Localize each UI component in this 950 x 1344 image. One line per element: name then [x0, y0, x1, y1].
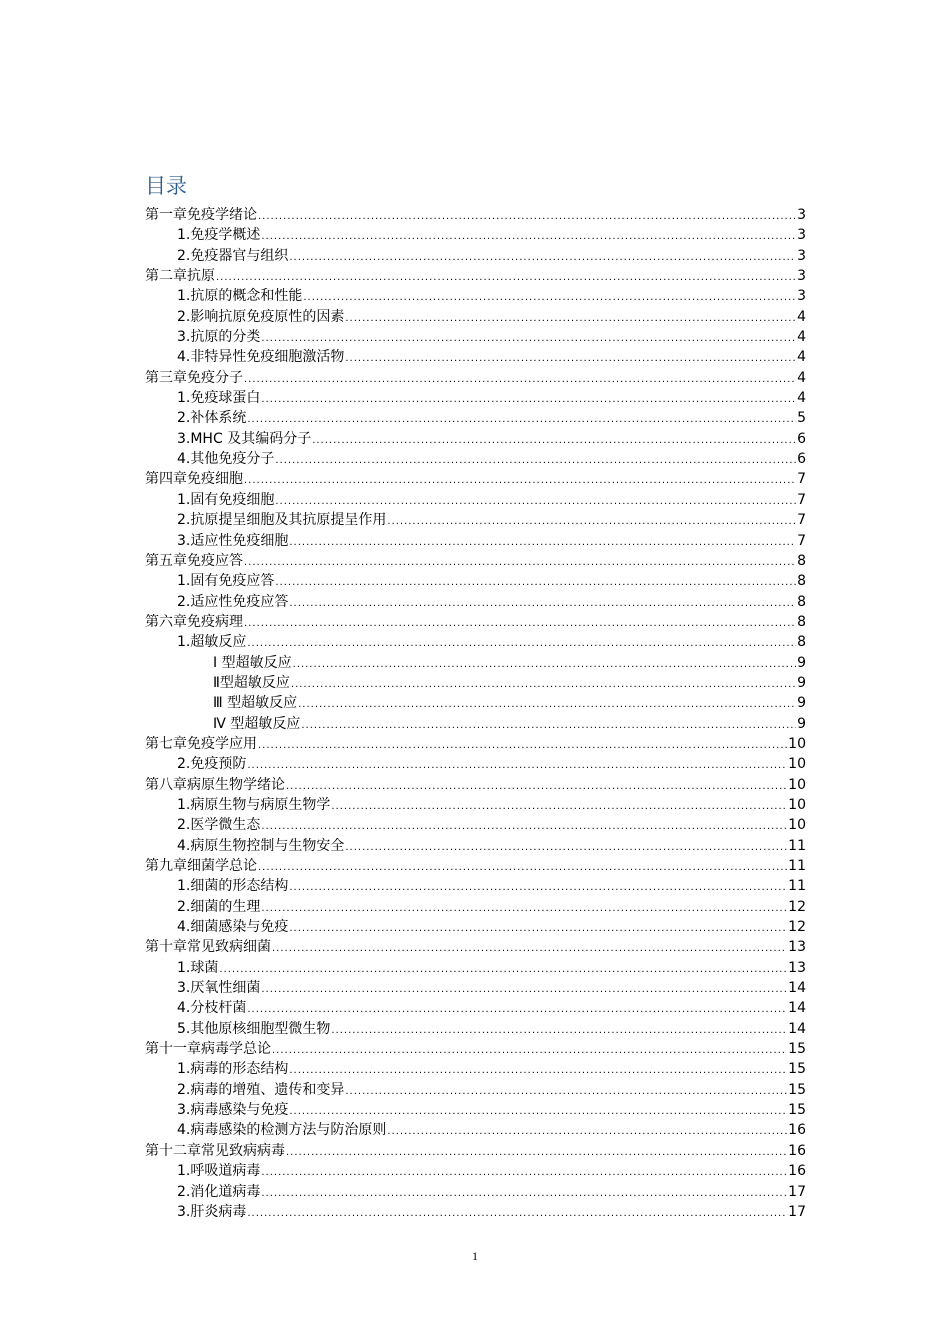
toc-dot-leader: [331, 797, 787, 817]
toc-section-entry[interactable]: [145, 510, 806, 530]
toc-entry-page: 3: [797, 288, 806, 305]
toc-entry-text: Ⅱ型超敏反应: [213, 674, 290, 691]
toc-dot-leader: [247, 634, 796, 654]
toc-section-entry[interactable]: [145, 1080, 806, 1100]
toc-entry-page: 14: [788, 980, 806, 997]
toc-section-entry[interactable]: [145, 632, 806, 652]
toc-entry-text: 第十一章病毒学总论: [145, 1041, 271, 1058]
toc-entry-page: 17: [788, 1203, 806, 1220]
toc-entry-text: 1.病毒的形态结构: [177, 1061, 289, 1078]
toc-entry-text: 5.其他原核细胞型微生物: [177, 1020, 331, 1037]
toc-entry-text: 1.病原生物与病原生物学: [177, 796, 331, 813]
toc-dot-leader: [301, 716, 796, 736]
toc-dot-leader: [244, 553, 796, 573]
toc-entry-page: 9: [797, 654, 806, 671]
toc-entry-page: 15: [788, 1081, 806, 1098]
toc-dot-leader: [272, 939, 787, 959]
toc-dot-leader: [387, 512, 796, 532]
toc-chapter-entry[interactable]: [145, 856, 806, 876]
toc-section-entry[interactable]: [145, 449, 806, 469]
toc-entry-page: 7: [797, 512, 806, 529]
page-number: 1: [472, 1249, 478, 1263]
toc-entry-page: 14: [788, 1000, 806, 1017]
toc-section-entry[interactable]: [145, 286, 806, 306]
toc-section-entry[interactable]: [145, 897, 806, 917]
toc-entry-page: 16: [788, 1142, 806, 1159]
toc-section-entry[interactable]: [145, 714, 806, 734]
toc-entry-page: 8: [797, 573, 806, 590]
toc-dot-leader: [261, 980, 787, 1000]
toc-dot-leader: [261, 899, 787, 919]
toc-entry-text: 2.免疫器官与组织: [177, 247, 289, 264]
toc-entry-page: 15: [788, 1061, 806, 1078]
toc-entry-text: 1.球菌: [177, 959, 219, 976]
toc-entry-page: 4: [797, 390, 806, 407]
toc-dot-leader: [275, 492, 796, 512]
toc-chapter-entry[interactable]: [145, 937, 806, 957]
toc-section-entry[interactable]: [145, 592, 806, 612]
toc-entry-text: 2.适应性免疫应答: [177, 593, 289, 610]
toc-chapter-entry[interactable]: [145, 205, 806, 225]
toc-dot-leader: [261, 1184, 787, 1204]
toc-chapter-entry[interactable]: [145, 775, 806, 795]
toc-entry-text: 3.厌氧性细菌: [177, 980, 261, 997]
toc-entry-page: 15: [788, 1102, 806, 1119]
toc-entry-page: 4: [797, 308, 806, 325]
toc-entry-text: 第八章病原生物学绪论: [145, 776, 285, 793]
toc-dot-leader: [289, 919, 787, 939]
toc-entry-text: 2.病毒的增殖、遗传和变异: [177, 1081, 345, 1098]
toc-entry-text: 1.固有免疫应答: [177, 573, 275, 590]
toc-entry-text: 第七章免疫学应用: [145, 735, 257, 752]
toc-section-entry[interactable]: [145, 571, 806, 591]
toc-section-entry[interactable]: [145, 1059, 806, 1079]
toc-entry-text: 第五章免疫应答: [145, 552, 243, 569]
toc-entry-text: 第六章免疫病理: [145, 613, 243, 630]
toc-entry-page: 3: [797, 227, 806, 244]
toc-entry-text: 第一章免疫学绪论: [145, 207, 257, 223]
toc-entry-page: 13: [788, 939, 806, 956]
toc-dot-leader: [291, 675, 796, 695]
toc-entry-page: 10: [788, 817, 806, 834]
toc-entry-text: 第十章常见致病细菌: [145, 939, 271, 956]
toc-entry-text: 1.呼吸道病毒: [177, 1163, 261, 1180]
toc-section-entry[interactable]: [145, 225, 806, 245]
toc-dot-leader: [261, 390, 796, 410]
toc-dot-leader: [258, 736, 787, 756]
toc-dot-leader: [261, 817, 787, 837]
toc-entry-page: 4: [797, 329, 806, 346]
toc-entry-page: 4: [797, 349, 806, 366]
toc-dot-leader: [216, 268, 796, 288]
toc-entry-text: 1.超敏反应: [177, 634, 247, 651]
toc-section-entry[interactable]: [145, 347, 806, 367]
toc-entry-text: 3.MHC 及其编码分子: [177, 430, 312, 447]
toc-entry-page: 3: [797, 207, 806, 223]
toc-section-entry[interactable]: [145, 998, 806, 1018]
toc-chapter-entry[interactable]: [145, 1039, 806, 1059]
toc-dot-leader: [219, 960, 787, 980]
toc-section-entry[interactable]: [145, 246, 806, 266]
toc-entry-text: 1.免疫球蛋白: [177, 390, 261, 407]
toc-entry-text: 2.免疫预防: [177, 756, 247, 773]
toc-entry-text: 1.抗原的概念和性能: [177, 288, 303, 305]
toc-entry-text: 1.固有免疫细胞: [177, 491, 275, 508]
toc-dot-leader: [244, 471, 796, 491]
toc-entry-text: 3.肝炎病毒: [177, 1203, 247, 1220]
toc-section-entry[interactable]: [145, 653, 806, 673]
toc-entry-page: 8: [797, 593, 806, 610]
toc-entry-page: 10: [788, 796, 806, 813]
toc-entry-text: 2.细菌的生理: [177, 898, 261, 915]
toc-section-entry[interactable]: [145, 836, 806, 856]
toc-entry-text: 3.适应性免疫细胞: [177, 532, 289, 549]
toc-section-entry[interactable]: [145, 388, 806, 408]
toc-entry-page: 8: [797, 613, 806, 630]
toc-dot-leader: [247, 1000, 787, 1020]
toc-entry-text: 4.分枝杆菌: [177, 1000, 247, 1017]
toc-entry-page: 12: [788, 919, 806, 936]
toc-dot-leader: [247, 410, 796, 430]
toc-entry-text: 2.医学微生态: [177, 817, 261, 834]
toc-entry-page: 7: [797, 532, 806, 549]
toc-dot-leader: [258, 858, 787, 878]
toc-dot-leader: [275, 573, 796, 593]
toc-section-entry[interactable]: [145, 1182, 806, 1202]
toc-dot-leader: [345, 349, 796, 369]
toc-entry-text: 3.病毒感染与免疫: [177, 1102, 289, 1119]
toc-title: 目录: [145, 174, 187, 198]
toc-chapter-entry[interactable]: [145, 734, 806, 754]
toc-entry-page: 7: [797, 491, 806, 508]
toc-section-entry[interactable]: [145, 754, 806, 774]
toc-dot-leader: [289, 1061, 787, 1081]
toc-dot-leader: [261, 329, 796, 349]
toc-dot-leader: [303, 288, 796, 308]
toc-entry-page: 7: [797, 471, 806, 488]
toc-dot-leader: [272, 1041, 787, 1061]
toc-entry-text: 2.补体系统: [177, 410, 247, 427]
toc-entry-page: 17: [788, 1183, 806, 1200]
toc-section-entry[interactable]: [145, 1161, 806, 1181]
toc-dot-leader: [261, 227, 796, 247]
toc-dot-leader: [244, 370, 796, 390]
toc-entry-text: 第九章细菌学总论: [145, 858, 257, 874]
toc-entry-text: 第十二章常见致病病毒: [145, 1142, 285, 1159]
toc-section-entry[interactable]: [145, 490, 806, 510]
toc-entry-text: 4.其他免疫分子: [177, 451, 275, 468]
toc-dot-leader: [261, 1163, 787, 1183]
toc-dot-leader: [345, 1082, 787, 1102]
toc-chapter-entry[interactable]: [145, 1141, 806, 1161]
toc-dot-leader: [289, 533, 796, 553]
toc-entry-page: 6: [797, 430, 806, 447]
toc-section-entry[interactable]: [145, 531, 806, 551]
toc-entry-text: Ⅲ 型超敏反应: [213, 695, 298, 712]
toc-dot-leader: [289, 1102, 787, 1122]
toc-section-entry[interactable]: [145, 1202, 806, 1222]
toc-entry-page: 9: [797, 695, 806, 712]
toc-dot-leader: [286, 1143, 787, 1163]
toc-entry-text: 4.病毒感染的检测方法与防治原则: [177, 1122, 387, 1139]
toc-entry-text: 2.消化道病毒: [177, 1183, 261, 1200]
toc-entry-text: 4.非特异性免疫细胞激活物: [177, 349, 345, 366]
toc-entry-page: 11: [788, 878, 806, 895]
toc-dot-leader: [331, 1021, 787, 1041]
toc-section-entry[interactable]: [145, 693, 806, 713]
toc-section-entry[interactable]: [145, 978, 806, 998]
toc-entry-page: 4: [797, 369, 806, 386]
toc-entry-page: 16: [788, 1163, 806, 1180]
toc-dot-leader: [247, 1204, 787, 1224]
toc-chapter-entry[interactable]: [145, 266, 806, 286]
toc-entry-text: 2.影响抗原免疫原性的因素: [177, 308, 345, 325]
toc-entry-page: 10: [788, 776, 806, 793]
toc-section-entry[interactable]: [145, 327, 806, 347]
toc-entry-text: Ⅰ 型超敏反应: [213, 654, 292, 671]
toc-entry-page: 9: [797, 715, 806, 732]
toc-section-entry[interactable]: [145, 1120, 806, 1140]
toc-entry-page: 14: [788, 1020, 806, 1037]
toc-chapter-entry[interactable]: [145, 612, 806, 632]
toc-dot-leader: [298, 695, 796, 715]
toc-entry-text: Ⅳ 型超敏反应: [213, 715, 301, 732]
toc-entry-text: 3.抗原的分类: [177, 329, 261, 346]
toc-dot-leader: [289, 594, 796, 614]
toc-chapter-entry[interactable]: [145, 551, 806, 571]
toc-entry-page: 10: [788, 735, 806, 752]
toc-dot-leader: [345, 309, 796, 329]
toc-entry-page: 3: [797, 247, 806, 264]
toc-entry-text: 2.抗原提呈细胞及其抗原提呈作用: [177, 512, 387, 529]
toc-entry-page: 15: [788, 1041, 806, 1058]
toc-section-entry[interactable]: [145, 795, 806, 815]
toc-entry-text: 第二章抗原: [145, 268, 215, 285]
toc-chapter-entry[interactable]: [145, 368, 806, 388]
toc-entry-page: 10: [788, 756, 806, 773]
toc-entry-page: 8: [797, 552, 806, 569]
toc-entry-text: 4.细菌感染与免疫: [177, 919, 289, 936]
toc-section-entry[interactable]: [145, 307, 806, 327]
toc-section-entry[interactable]: [145, 958, 806, 978]
toc-chapter-entry[interactable]: [145, 469, 806, 489]
toc-entry-page: 11: [788, 837, 806, 854]
toc-entry-text: 第四章免疫细胞: [145, 471, 243, 488]
toc-entry-page: 6: [797, 451, 806, 468]
toc-dot-leader: [258, 207, 796, 227]
toc-entry-page: 16: [788, 1122, 806, 1139]
toc-dot-leader: [312, 431, 796, 451]
toc-dot-leader: [387, 1122, 787, 1142]
toc-dot-leader: [293, 655, 796, 675]
toc-section-entry[interactable]: [145, 1019, 806, 1039]
toc-dot-leader: [286, 777, 787, 797]
toc-entry-page: 3: [797, 268, 806, 285]
toc-entry-text: 1.免疫学概述: [177, 227, 261, 244]
toc-entry-text: 1.细菌的形态结构: [177, 878, 289, 895]
toc-entry-page: 13: [788, 959, 806, 976]
toc-section-entry[interactable]: [145, 408, 806, 428]
toc-dot-leader: [247, 756, 787, 776]
toc-dot-leader: [275, 451, 796, 471]
toc-section-entry[interactable]: [145, 815, 806, 835]
toc-dot-leader: [289, 248, 796, 268]
toc-section-entry[interactable]: [145, 876, 806, 896]
toc-dot-leader: [345, 838, 787, 858]
toc-section-entry[interactable]: [145, 917, 806, 937]
toc-entry-text: 第三章免疫分子: [145, 369, 243, 386]
toc-section-entry[interactable]: [145, 429, 806, 449]
toc-dot-leader: [289, 878, 787, 898]
toc-section-entry[interactable]: [145, 1100, 806, 1120]
toc-entry-page: 8: [797, 634, 806, 651]
toc-entry-page: 9: [797, 674, 806, 691]
toc-section-entry[interactable]: [145, 673, 806, 693]
toc-entry-page: 5: [797, 410, 806, 427]
toc-dot-leader: [244, 614, 796, 634]
toc-entry-page: 12: [788, 898, 806, 915]
toc-entry-page: 11: [788, 858, 806, 874]
toc-entry-text: 4.病原生物控制与生物安全: [177, 837, 345, 854]
table-of-contents: [145, 205, 806, 1222]
